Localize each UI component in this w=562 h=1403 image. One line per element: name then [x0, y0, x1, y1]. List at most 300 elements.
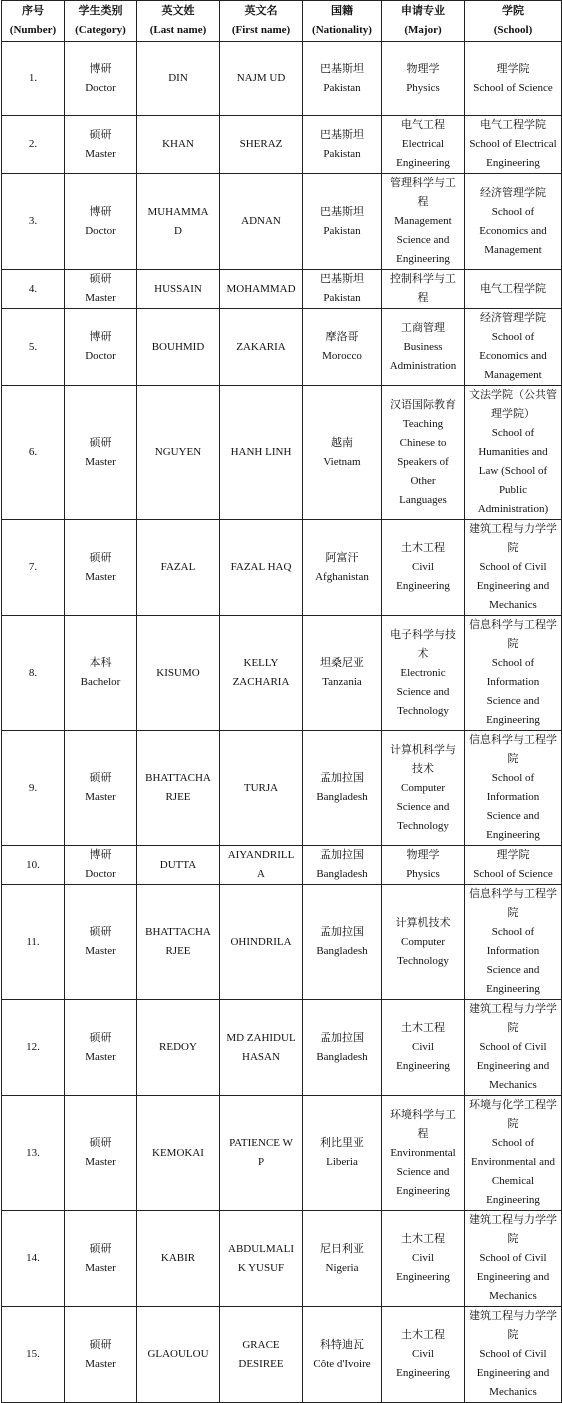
major-cell [382, 1000, 465, 1096]
major-cell-line: 电气工程 [401, 119, 445, 131]
number-cell: 11. [2, 885, 65, 1000]
major-cell-line: Science and [396, 234, 450, 246]
number-cell: 13. [2, 1096, 65, 1211]
last-name-cell [137, 386, 220, 520]
category-cell-line: Master [85, 1261, 116, 1274]
nationality-cell-line: 巴基斯坦 [320, 62, 364, 75]
school-cell [465, 116, 562, 174]
major-cell-line: Engineering [396, 1184, 450, 1197]
table-row [2, 309, 562, 386]
nationality-cell-line: Côte d'Ivoire [313, 1357, 371, 1370]
first-name-cell-line: ABDULMALI [228, 1242, 294, 1255]
last-name-cell-line: MUHAMMA [147, 205, 209, 218]
school-cell-line: Engineering [486, 1194, 540, 1206]
school-cell-line: 环境与化学工程学 [469, 1099, 557, 1111]
major-cell-line: Science and [396, 800, 450, 813]
last-name-cell-line: KISUMO [156, 666, 200, 679]
major-cell-line: Technology [397, 819, 449, 832]
number-cell: 5. [2, 309, 65, 386]
major-cell-line: 土木工程 [401, 1329, 445, 1341]
school-cell-line: Information [486, 945, 540, 957]
first-name-cell [220, 846, 303, 885]
major-cell [382, 174, 465, 270]
major-cell-line: Technology [397, 704, 449, 717]
major-cell-line: Electrical [401, 138, 445, 150]
nationality-cell [303, 1211, 382, 1307]
major-cell-line: 计算机科学与 [390, 743, 456, 756]
major-cell [382, 520, 465, 616]
nationality-cell-line: 巴基斯坦 [320, 205, 364, 218]
major-cell [382, 270, 465, 309]
last-name-cell-line: D [174, 224, 182, 237]
last-name-cell-line: DIN [168, 72, 188, 84]
school-cell-line: Information [486, 791, 540, 803]
school-cell-line: Engineering [486, 157, 540, 169]
first-name-cell [220, 520, 303, 616]
nationality-cell-line: 摩洛哥 [325, 331, 359, 343]
table-row [2, 386, 562, 520]
major-cell-line: Computer [401, 935, 445, 948]
school-cell-line: Environmental and [470, 1156, 555, 1168]
last-name-cell [137, 116, 220, 174]
nationality-cell [303, 309, 382, 386]
last-name-cell-line: BHATTACHA [145, 772, 211, 784]
major-cell-line: Teaching [402, 417, 444, 430]
number-cell: 15. [2, 1307, 65, 1403]
category-cell [65, 386, 137, 520]
school-cell-line: Economics and [479, 224, 547, 237]
first-name-cell [220, 1307, 303, 1403]
first-name-cell-line: FAZAL HAQ [230, 561, 292, 573]
nationality-cell [303, 1307, 382, 1403]
last-name-cell-line: BHATTACHA [145, 926, 211, 938]
school-cell-line: Engineering and [476, 1271, 550, 1283]
table-row [2, 1000, 562, 1096]
school-cell [465, 885, 562, 1000]
school-cell-line: Mechanics [489, 599, 537, 611]
major-cell-line: Physics [406, 81, 440, 94]
last-name-cell [137, 731, 220, 846]
first-name-cell-line: SHERAZ [239, 138, 283, 150]
number-cell: 6. [2, 386, 65, 520]
school-cell-line: School of [491, 657, 535, 669]
nationality-cell [303, 116, 382, 174]
major-cell-line: 程 [417, 292, 429, 304]
last-name-cell [137, 616, 220, 731]
school-cell-line: 理学院） [491, 408, 535, 420]
school-cell-line: Engineering and [476, 580, 550, 592]
major-cell [382, 1307, 465, 1403]
last-name-cell [137, 1211, 220, 1307]
major-cell-line: 土木工程 [401, 1022, 445, 1034]
category-cell-line: Master [85, 791, 116, 803]
major-cell-line: 管理科学与工 [390, 177, 456, 189]
number-cell: 7. [2, 520, 65, 616]
school-cell-line: 信息科学与工程学 [469, 619, 557, 631]
nationality-cell-line: 越南 [331, 436, 353, 449]
school-cell-line: Science and [486, 964, 540, 976]
header-major: 申请专业 (Major) [382, 1, 465, 42]
nationality-cell-line: 孟加拉国 [320, 1031, 364, 1044]
last-name-cell-line: KABIR [160, 1252, 196, 1264]
category-cell-line: 硕研 [89, 926, 112, 938]
school-cell-line: Engineering [486, 983, 540, 995]
major-cell-line: 电子科学与技 [390, 628, 456, 641]
last-name-cell-line: RJEE [165, 791, 191, 803]
nationality-cell-line: Pakistan [323, 224, 361, 237]
category-cell-line: 博研 [89, 331, 112, 343]
first-name-cell [220, 616, 303, 731]
category-cell-line: 硕研 [89, 551, 112, 564]
school-cell-line: Engineering [486, 829, 540, 841]
number-cell: 12. [2, 1000, 65, 1096]
category-cell-line: Master [85, 945, 116, 957]
school-cell [465, 1307, 562, 1403]
nationality-cell [303, 616, 382, 731]
last-name-cell [137, 520, 220, 616]
number-cell: 9. [2, 731, 65, 846]
major-cell-line: 程 [417, 1127, 429, 1140]
school-cell [465, 1211, 562, 1307]
first-name-cell-line: MOHAMMAD [226, 282, 296, 295]
school-cell-line: 文法学院（公共管 [469, 389, 557, 401]
header-school: 学院 (School) [465, 1, 562, 42]
last-name-cell [137, 270, 220, 309]
school-cell-line: School of Civil [479, 561, 547, 573]
major-cell-line: 物理学 [406, 62, 440, 75]
school-cell-line: School of [491, 772, 535, 784]
category-cell-line: 硕研 [89, 1137, 112, 1149]
nationality-cell [303, 386, 382, 520]
school-cell-line: School of [491, 926, 535, 938]
category-cell-line: 硕研 [89, 1242, 112, 1255]
table-row [2, 520, 562, 616]
major-cell-line: 环境科学与工 [390, 1108, 456, 1121]
school-cell-line: Law (School of [478, 465, 548, 477]
last-name-cell-line: REDOY [159, 1041, 197, 1053]
category-cell-line: 硕研 [89, 436, 112, 449]
school-cell-line: School of [491, 1137, 535, 1149]
category-cell-line: Master [85, 1156, 116, 1168]
major-cell-line: Engineering [396, 580, 450, 592]
major-cell-line: Technology [397, 954, 449, 967]
first-name-cell-line: HASAN [242, 1050, 280, 1063]
school-cell-line: School of Science [473, 81, 553, 94]
school-cell-line: 建筑工程与力学学 [469, 1310, 557, 1322]
school-cell-line: 院 [507, 542, 519, 554]
nationality-cell-line: Liberia [326, 1156, 358, 1168]
nationality-cell-line: 孟加拉国 [320, 772, 364, 784]
major-cell [382, 309, 465, 386]
major-cell-line: 物理学 [406, 849, 440, 861]
first-name-cell [220, 309, 303, 386]
major-cell [382, 1096, 465, 1211]
school-cell-line: 经济管理学院 [480, 312, 546, 324]
category-cell [65, 885, 137, 1000]
major-cell-line: Languages [399, 493, 447, 506]
number-cell: 2. [2, 116, 65, 174]
last-name-cell-line: HUSSAIN [154, 282, 202, 295]
school-cell [465, 42, 562, 116]
first-name-cell-line: A [257, 868, 265, 880]
first-name-cell-line: OHINDRILA [230, 935, 292, 948]
school-cell-line: Public [498, 484, 528, 496]
nationality-cell-line: 巴基斯坦 [320, 273, 364, 285]
table-row [2, 116, 562, 174]
school-cell-line: 理学院 [496, 62, 530, 75]
first-name-cell [220, 731, 303, 846]
nationality-cell [303, 731, 382, 846]
category-cell-line: Master [85, 570, 116, 583]
category-cell-line: Master [85, 1357, 116, 1370]
header-row [2, 1, 562, 42]
major-cell [382, 386, 465, 520]
first-name-cell-line: ZAKARIA [236, 340, 286, 353]
school-cell-line: 院 [507, 1233, 519, 1245]
last-name-cell [137, 174, 220, 270]
school-cell-line: 经济管理学院 [480, 186, 546, 199]
major-cell-line: Business [403, 340, 443, 353]
first-name-cell-line: PATIENCE W [229, 1137, 293, 1149]
school-cell-line: 信息科学与工程学 [469, 734, 557, 746]
first-name-cell [220, 1000, 303, 1096]
number-cell: 14. [2, 1211, 65, 1307]
school-cell-line: Management [484, 243, 542, 256]
nationality-cell-line: Bangladesh [316, 945, 368, 957]
major-cell-line: Speakers of [397, 455, 449, 468]
first-name-cell-line: TURJA [243, 781, 279, 794]
school-cell-line: 院 [507, 1022, 519, 1034]
school-cell-line: School of Civil [479, 1348, 547, 1360]
school-cell-line: 电气工程学院 [480, 282, 546, 295]
category-cell-line: Master [85, 1050, 116, 1063]
last-name-cell [137, 1000, 220, 1096]
school-cell [465, 174, 562, 270]
last-name-cell-line: GLAOULOU [147, 1348, 209, 1360]
school-cell-line: School of [491, 205, 535, 218]
major-cell-line: Physics [406, 868, 440, 880]
major-cell [382, 116, 465, 174]
nationality-cell-line: 利比里亚 [320, 1137, 364, 1149]
major-cell [382, 731, 465, 846]
major-cell-line: Civil [411, 1348, 434, 1360]
school-cell-line: Chemical [491, 1175, 535, 1187]
category-cell-line: 硕研 [89, 772, 112, 784]
major-cell-line: Chinese to [399, 436, 447, 449]
last-name-cell [137, 1307, 220, 1403]
school-cell-line: 电气工程学院 [480, 119, 546, 131]
category-cell [65, 520, 137, 616]
major-cell-line: 技术 [412, 762, 434, 775]
nationality-cell [303, 42, 382, 116]
school-cell-line: Mechanics [489, 1079, 537, 1091]
school-cell-line: School of Science [473, 868, 553, 880]
category-cell-line: 硕研 [89, 1031, 112, 1044]
first-name-cell-line: GRACE [242, 1338, 280, 1351]
category-cell [65, 174, 137, 270]
school-cell-line: 院 [507, 1329, 519, 1341]
nationality-cell-line: Pakistan [323, 81, 361, 94]
first-name-cell [220, 270, 303, 309]
last-name-cell-line: FAZAL [160, 561, 196, 573]
major-cell-line: Computer [401, 781, 445, 794]
major-cell [382, 885, 465, 1000]
school-cell-line: School of [491, 427, 535, 439]
major-cell-line: Civil [411, 1252, 434, 1264]
category-cell-line: Bachelor [80, 676, 121, 688]
category-cell [65, 616, 137, 731]
major-cell-line: 术 [417, 647, 429, 660]
school-cell [465, 1000, 562, 1096]
category-cell [65, 731, 137, 846]
nationality-cell [303, 1000, 382, 1096]
school-cell-line: 建筑工程与力学学 [469, 523, 557, 535]
category-cell-line: Master [85, 455, 116, 468]
school-cell-line: 建筑工程与力学学 [469, 1003, 557, 1015]
major-cell [382, 1211, 465, 1307]
table-row [2, 885, 562, 1000]
major-cell-line: Engineering [396, 1060, 450, 1072]
nationality-cell [303, 1096, 382, 1211]
table-row [2, 42, 562, 116]
category-cell [65, 116, 137, 174]
school-cell [465, 309, 562, 386]
major-cell-line: Science and [396, 1165, 450, 1178]
school-cell [465, 731, 562, 846]
school-cell [465, 846, 562, 885]
category-cell [65, 1307, 137, 1403]
table-row [2, 616, 562, 731]
major-cell-line: Other [410, 474, 436, 487]
first-name-cell-line: ADNAN [241, 215, 281, 227]
category-cell-line: 本科 [89, 657, 112, 669]
first-name-cell [220, 116, 303, 174]
table-body [2, 42, 562, 1403]
school-cell-line: 院 [507, 907, 519, 919]
last-name-cell-line: RJEE [165, 945, 191, 957]
major-cell-line: Civil [411, 561, 434, 573]
nationality-cell [303, 846, 382, 885]
category-cell-line: Master [85, 292, 116, 304]
first-name-cell-line: MD ZAHIDUL [226, 1031, 296, 1044]
major-cell [382, 616, 465, 731]
last-name-cell [137, 42, 220, 116]
school-cell-line: 信息科学与工程学 [469, 888, 557, 900]
nationality-cell-line: Afghanistan [315, 570, 369, 583]
major-cell-line: 工商管理 [401, 321, 445, 334]
header-last-name: 英文姓 (Last name) [137, 1, 220, 42]
major-cell-line: Management [394, 215, 452, 227]
major-cell-line: 控制科学与工 [390, 273, 456, 285]
school-cell [465, 520, 562, 616]
last-name-cell-line: DUTTA [159, 858, 197, 871]
school-cell-line: Engineering and [476, 1367, 550, 1379]
nationality-cell-line: Vietnam [323, 455, 361, 468]
table-row [2, 1096, 562, 1211]
major-cell-line: 程 [417, 196, 429, 208]
major-cell-line: Engineering [396, 1271, 450, 1283]
first-name-cell [220, 386, 303, 520]
table-row [2, 1307, 562, 1403]
nationality-cell [303, 270, 382, 309]
school-cell-line: Science and [486, 810, 540, 822]
major-cell-line: 汉语国际教育 [390, 398, 456, 411]
first-name-cell-line: KELLY [243, 657, 279, 669]
school-cell [465, 1096, 562, 1211]
first-name-cell-line: DESIREE [238, 1357, 284, 1370]
last-name-cell-line: KEMOKAI [152, 1146, 204, 1159]
first-name-cell-line: ZACHARIA [232, 676, 290, 688]
nationality-cell-line: Bangladesh [316, 1050, 368, 1063]
category-cell [65, 1000, 137, 1096]
nationality-cell-line: Pakistan [323, 147, 361, 160]
first-name-cell-line: HANH LINH [230, 446, 292, 458]
major-cell-line: Engineering [396, 157, 450, 169]
number-cell: 3. [2, 174, 65, 270]
school-cell-line: Humanities and [478, 446, 548, 458]
major-cell-line: Electronic [400, 666, 446, 679]
category-cell [65, 42, 137, 116]
nationality-cell-line: Tanzania [322, 676, 362, 688]
category-cell [65, 270, 137, 309]
table-row [2, 731, 562, 846]
nationality-cell-line: 坦桑尼亚 [320, 657, 364, 669]
nationality-cell-line: 阿富汗 [325, 551, 359, 564]
category-cell [65, 309, 137, 386]
school-cell-line: Information [486, 676, 540, 688]
major-cell-line: 土木工程 [401, 542, 445, 554]
category-cell-line: 博研 [89, 62, 112, 75]
category-cell-line: 硕研 [89, 1338, 112, 1351]
school-cell-line: 理学院 [496, 849, 530, 861]
number-cell: 10. [2, 846, 65, 885]
header-category: 学生类别 (Category) [65, 1, 137, 42]
first-name-cell [220, 174, 303, 270]
nationality-cell-line: 孟加拉国 [320, 926, 364, 938]
school-cell-line: Economics and [479, 350, 547, 362]
category-cell [65, 846, 137, 885]
nationality-cell-line: 尼日利亚 [320, 1242, 364, 1255]
first-name-cell-line: P [257, 1156, 265, 1168]
nationality-cell [303, 885, 382, 1000]
category-cell-line: 博研 [89, 849, 112, 861]
nationality-cell-line: Bangladesh [316, 868, 368, 880]
first-name-cell [220, 1096, 303, 1211]
number-cell: 8. [2, 616, 65, 731]
last-name-cell [137, 309, 220, 386]
major-cell-line: Civil [411, 1041, 434, 1053]
school-cell-line: School of Electrical [469, 138, 557, 150]
last-name-cell [137, 846, 220, 885]
school-cell-line: 院 [507, 753, 519, 765]
school-cell-line: Administration) [477, 503, 549, 515]
school-cell-line: School of [491, 331, 535, 343]
first-name-cell-line: K YUSUF [237, 1261, 285, 1274]
school-cell-line: School of Civil [479, 1252, 547, 1264]
category-cell [65, 1211, 137, 1307]
nationality-cell [303, 174, 382, 270]
table-row [2, 846, 562, 885]
first-name-cell-line: NAJM UD [236, 72, 286, 84]
major-cell-line: 土木工程 [401, 1233, 445, 1245]
school-cell-line: Engineering [486, 714, 540, 726]
category-cell-line: Doctor [85, 350, 116, 362]
major-cell-line: Engineering [396, 253, 450, 265]
school-cell-line: School of Civil [479, 1041, 547, 1053]
nationality-cell-line: 孟加拉国 [320, 849, 364, 861]
last-name-cell-line: KHAN [162, 138, 194, 150]
school-cell-line: 建筑工程与力学学 [469, 1214, 557, 1226]
